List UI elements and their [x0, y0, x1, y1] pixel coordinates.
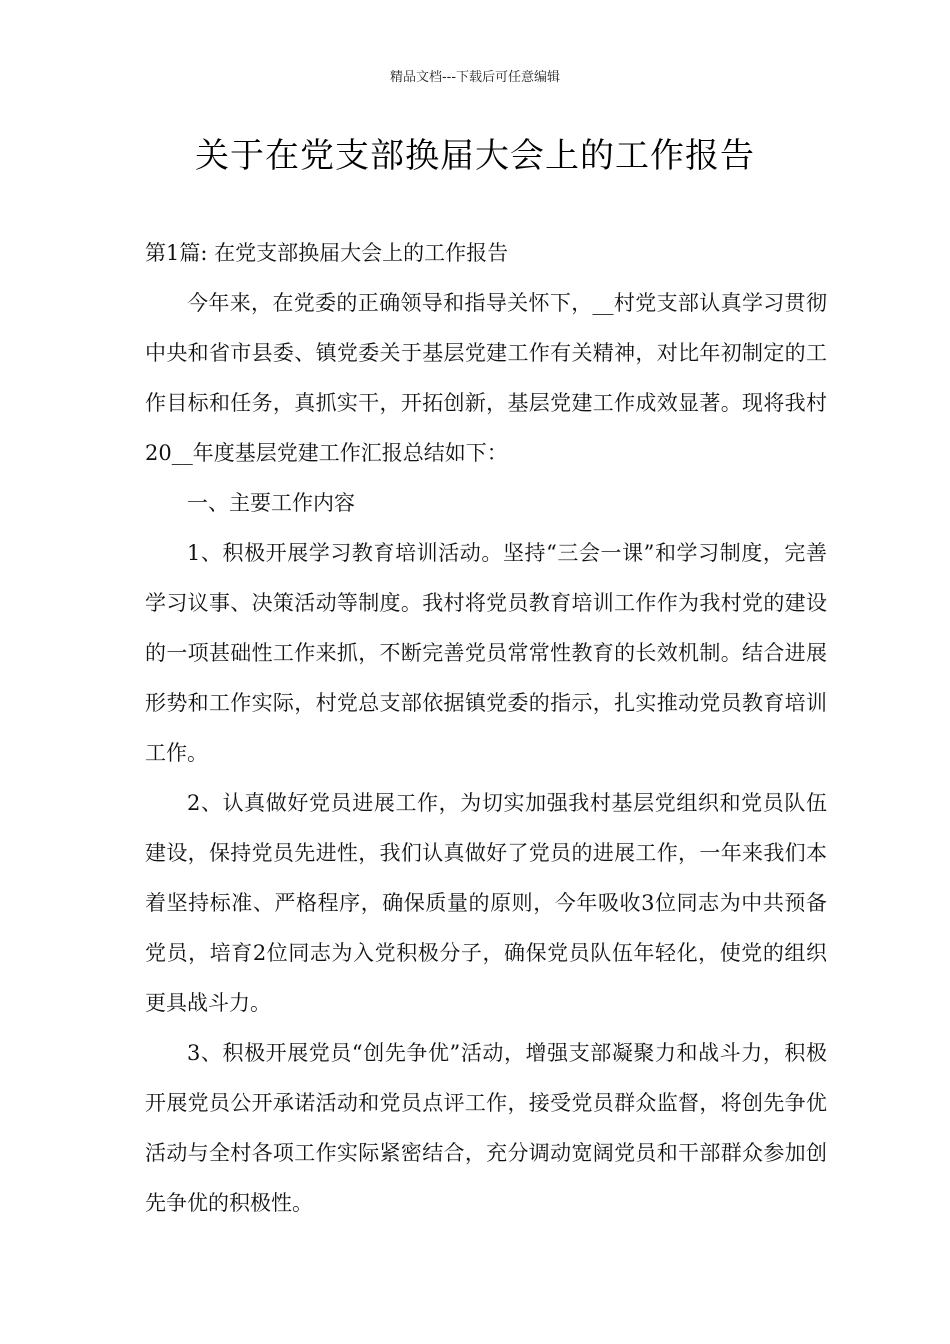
- paragraph-item-3: 3、积极开展党员“创先争优”活动，增强支部凝聚力和战斗力，积极开展党员公开承诺活动和党员点评工作，接受党员群众监督，将创先争优活动与全村各项工作实际紧密结合，充分调动宽阔党员和干部群众参加创先争优的积极性。: [145, 1041, 827, 1215]
- page-header-note: 精品文档---下载后可任意编辑: [389, 70, 561, 85]
- paragraph-item-1: 1、积极开展学习教育培训活动。坚持“三会一课”和学习制度，完善学习议事、决策活动等制度。我村将党员教育培训工作作为我村党的建设的一项甚础性工作来抓，不断完善党员常常性教育的长效机制。结合进展形势和工作实际，村党总支部依据镇党委的指示，扎实推动党员教育培训工作。: [145, 541, 827, 765]
- section-heading: 第1篇: 在党支部换届大会上的工作报告: [145, 241, 509, 265]
- document-body: [145, 228, 827, 1228]
- paragraph-section-1-heading: 一、主要工作内容: [187, 491, 355, 515]
- document-title: 关于在党支部换届大会上的工作报告: [195, 136, 755, 176]
- paragraph-intro: 今年来，在党委的正确领导和指导关怀下，__村党支部认真学习贯彻中央和省市县委、镇党委关于基层党建工作有关精神，对比年初制定的工作目标和任务，真抓实干，开拓创新，基层党建工作成效显著。现将我村20__年度基层党建工作汇报总结如下：: [145, 291, 827, 465]
- paragraph-item-2: 2、认真做好党员进展工作，为切实加强我村基层党组织和党员队伍建设，保持党员先进性，我们认真做好了党员的进展工作，一年来我们本着坚持标准、严格程序，确保质量的原则，今年吸收3位同志为中共预备党员，培育2位同志为入党积极分子，确保党员队伍年轻化，使党的组织更具战斗力。: [145, 791, 827, 1015]
